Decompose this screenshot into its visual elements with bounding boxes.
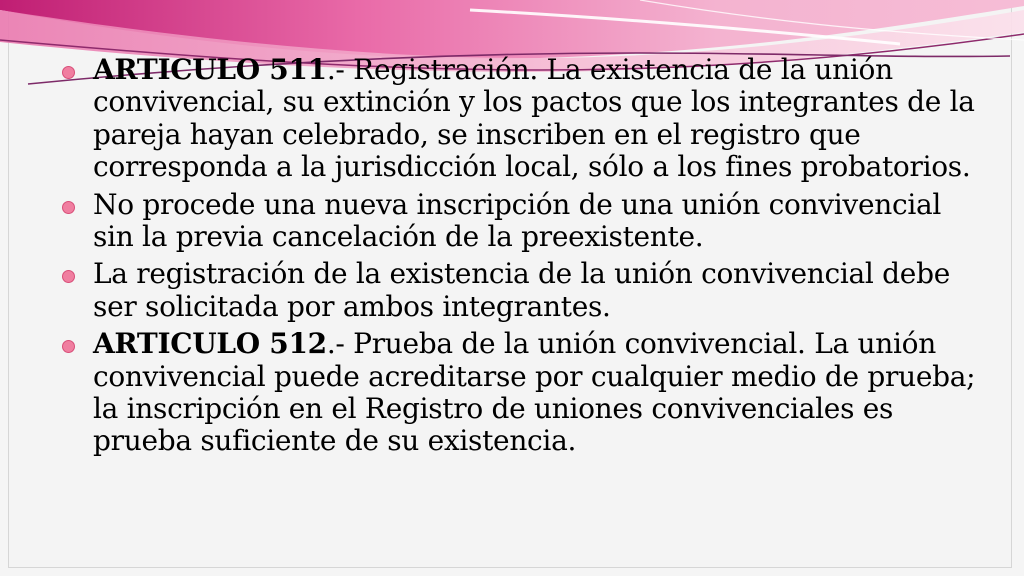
bullet-item (62, 258, 982, 323)
bullet-dot-icon (62, 340, 75, 353)
bullet-body: No procede una nueva inscripción de una unión convivencial sin la previa cancelación de la preexistente. (93, 187, 942, 254)
bullet-text (93, 189, 982, 254)
bullet-body: La registración de la existencia de la unión convivencial debe ser solicitada por ambos integrantes. (93, 257, 950, 323)
bullet-dot-icon (62, 201, 75, 214)
bullet-item (62, 54, 982, 184)
bullet-body: .- Prueba de la unión convivencial. La unión convivencial puede acreditarse por cualquier medio de prueba; la inscripción en el Registro de uniones convivenciales es prueba suficiente de su existencia. (93, 327, 976, 458)
bullet-list (62, 54, 982, 458)
bullet-text (93, 328, 982, 458)
bullet-body: .- Registración. La existencia de la unión convivencial, su extinción y los pactos que los integrantes de la pareja hayan celebrado, se inscriben en el registro que corresponda a la jurisdicción local, sólo a los fines probatorios. (93, 53, 975, 184)
bullet-item (62, 328, 982, 458)
bullet-prefix: ARTICULO 512 (93, 327, 327, 361)
bullet-text (93, 54, 982, 184)
bullet-text (93, 258, 982, 323)
bullet-item (62, 189, 982, 254)
bullet-dot-icon (62, 270, 75, 283)
bullet-prefix: ARTICULO 511 (93, 53, 327, 86)
slide-content (62, 54, 982, 463)
bullet-dot-icon (62, 66, 75, 79)
